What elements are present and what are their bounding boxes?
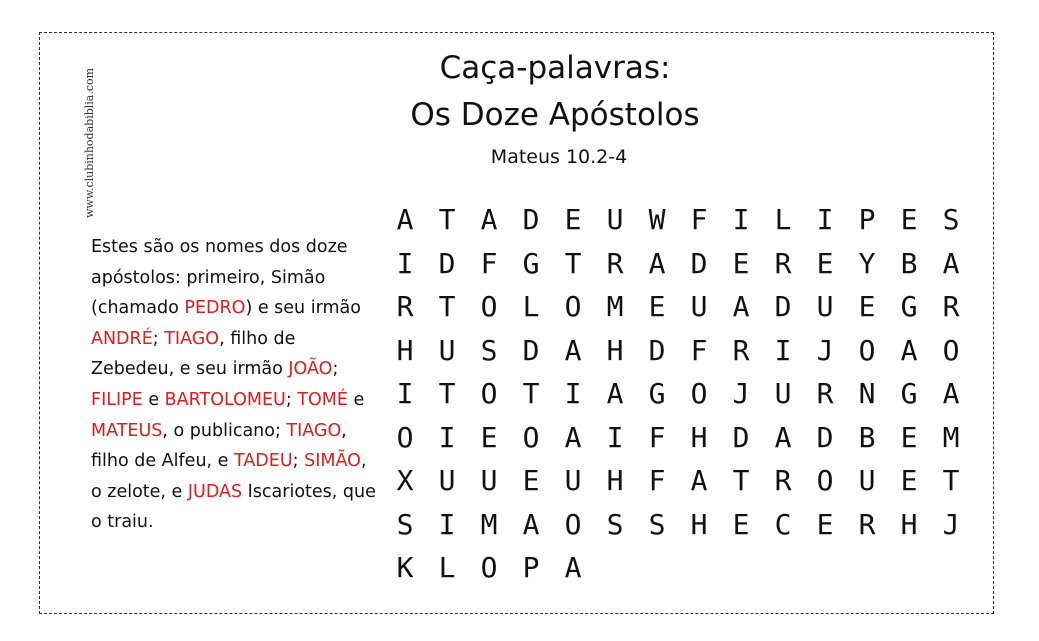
grid-letter: R (774, 246, 792, 280)
grid-letter: H (606, 464, 624, 498)
grid-letter: L (438, 551, 456, 585)
grid-letter: M (480, 507, 498, 541)
grid-letter: E (522, 464, 540, 498)
grid-letter: O (564, 507, 582, 541)
grid-letter: T (522, 377, 540, 411)
verse-segment: ; (292, 451, 305, 472)
grid-letter: A (480, 203, 498, 237)
grid-letter: U (690, 290, 708, 324)
grid-letter: F (480, 246, 498, 280)
grid-letter: R (774, 464, 792, 498)
grid-letter: D (438, 246, 456, 280)
verse-segment: e (347, 389, 365, 410)
grid-letter: A (396, 203, 414, 237)
grid-letter: P (858, 203, 876, 237)
page-title: Caça-palavras: (439, 50, 671, 86)
grid-letter: U (480, 464, 498, 498)
verse-segment: ; (332, 359, 339, 380)
grid-letter: S (480, 333, 498, 367)
apostle-name: TIAGO (286, 420, 342, 441)
grid-letter: A (690, 464, 708, 498)
apostle-name: FILIPE (91, 389, 143, 410)
grid-letter: P (522, 551, 540, 585)
grid-letter: I (438, 420, 456, 454)
verse-segment: , o zelote, e (91, 451, 367, 502)
grid-letter: E (900, 464, 918, 498)
grid-letter: J (942, 507, 960, 541)
grid-letter: R (396, 290, 414, 324)
grid-letter: I (438, 507, 456, 541)
grid-letter: H (690, 420, 708, 454)
grid-letter: R (858, 507, 876, 541)
verse-segment: ; (285, 389, 298, 410)
apostle-name: TADEU (234, 451, 293, 472)
grid-letter: O (690, 377, 708, 411)
grid-letter: G (648, 377, 666, 411)
grid-letter: F (648, 420, 666, 454)
grid-letter: E (816, 246, 834, 280)
grid-letter: E (480, 420, 498, 454)
grid-letter: G (522, 246, 540, 280)
verse-text (91, 232, 381, 538)
grid-letter: A (942, 246, 960, 280)
apostle-name: BARTOLOMEU (164, 389, 286, 410)
grid-letter: I (732, 203, 750, 237)
grid-letter: O (564, 290, 582, 324)
verse-segment: ; (152, 328, 165, 349)
grid-letter: B (858, 420, 876, 454)
grid-letter: T (438, 203, 456, 237)
grid-letter: A (564, 551, 582, 585)
grid-letter: R (732, 333, 750, 367)
grid-letter: A (564, 420, 582, 454)
grid-letter: R (606, 246, 624, 280)
grid-letter: I (396, 246, 414, 280)
grid-letter: O (816, 464, 834, 498)
grid-letter: F (690, 333, 708, 367)
grid-letter: R (942, 290, 960, 324)
grid-letter: L (774, 203, 792, 237)
bible-reference: Mateus 10.2-4 (490, 146, 628, 168)
grid-letter: E (816, 507, 834, 541)
grid-letter: G (900, 290, 918, 324)
grid-letter: H (396, 333, 414, 367)
grid-letter: O (942, 333, 960, 367)
grid-letter: A (648, 246, 666, 280)
grid-letter: I (564, 377, 582, 411)
grid-letter: F (690, 203, 708, 237)
grid-letter: U (816, 290, 834, 324)
grid-letter: E (564, 203, 582, 237)
apostle-name: ANDRÉ (91, 328, 153, 349)
grid-letter: D (522, 333, 540, 367)
verse-segment: ) e seu irmão (245, 298, 361, 319)
grid-letter: I (774, 333, 792, 367)
grid-letter: A (774, 420, 792, 454)
grid-letter: K (396, 551, 414, 585)
grid-letter: D (690, 246, 708, 280)
grid-letter: A (732, 290, 750, 324)
grid-letter: F (648, 464, 666, 498)
grid-letter: U (774, 377, 792, 411)
grid-letter: H (690, 507, 708, 541)
grid-letter: T (564, 246, 582, 280)
grid-letter: A (900, 333, 918, 367)
grid-letter: C (774, 507, 792, 541)
word-search-grid (384, 198, 972, 590)
grid-letter: X (396, 464, 414, 498)
grid-letter: I (396, 377, 414, 411)
verse-segment: Estes são os nomes dos doze apóstolos: primeiro, Simão (chamado (91, 237, 348, 319)
grid-letter: E (858, 290, 876, 324)
grid-letter: D (648, 333, 666, 367)
grid-letter: E (900, 203, 918, 237)
grid-letter: U (858, 464, 876, 498)
apostle-name: PEDRO (184, 298, 246, 319)
grid-letter: O (480, 551, 498, 585)
apostle-name: JOÃO (288, 359, 333, 380)
apostle-name: SIMÃO (304, 451, 361, 472)
grid-letter: M (942, 420, 960, 454)
grid-letter: A (564, 333, 582, 367)
page-subtitle: Os Doze Apóstolos (410, 97, 700, 133)
apostle-name: TOMÉ (297, 389, 348, 410)
grid-letter: T (942, 464, 960, 498)
apostle-name: TIAGO (164, 328, 220, 349)
grid-letter: S (942, 203, 960, 237)
verse-segment: e (142, 389, 165, 410)
grid-letter: D (732, 420, 750, 454)
verse-segment: , filho de Alfeu, e (91, 420, 347, 472)
grid-letter: O (480, 290, 498, 324)
grid-letter: A (942, 377, 960, 411)
grid-letter: E (648, 290, 666, 324)
grid-letter: D (522, 203, 540, 237)
grid-letter: J (816, 333, 834, 367)
grid-letter: I (606, 420, 624, 454)
apostle-name: JUDAS (187, 481, 243, 502)
grid-letter: J (732, 377, 750, 411)
grid-letter: I (816, 203, 834, 237)
grid-letter: N (858, 377, 876, 411)
grid-letter: W (648, 203, 666, 237)
grid-letter: U (564, 464, 582, 498)
grid-letter: U (438, 464, 456, 498)
grid-letter: L (522, 290, 540, 324)
grid-letter: O (522, 420, 540, 454)
verse-segment: , o publicano; (162, 420, 287, 441)
grid-letter: E (900, 420, 918, 454)
grid-letter: O (396, 420, 414, 454)
grid-letter: Y (858, 246, 876, 280)
grid-letter: M (606, 290, 624, 324)
verse-segment: Iscariotes, que o traiu. (91, 481, 376, 533)
grid-letter: O (858, 333, 876, 367)
grid-letter: E (732, 246, 750, 280)
grid-letter: E (732, 507, 750, 541)
grid-letter: H (900, 507, 918, 541)
grid-letter: U (606, 203, 624, 237)
grid-letter: B (900, 246, 918, 280)
grid-letter: H (606, 333, 624, 367)
verse-segment: , filho de Zebedeu, e seu irmão (91, 328, 296, 380)
grid-letter: S (396, 507, 414, 541)
grid-letter: T (732, 464, 750, 498)
grid-letter: G (900, 377, 918, 411)
apostle-name: MATEUS (91, 420, 163, 441)
grid-letter: S (648, 507, 666, 541)
grid-letter: R (816, 377, 834, 411)
side-url: www.clubinhodabiblia.com (83, 67, 96, 218)
grid-letter: D (816, 420, 834, 454)
grid-letter: U (438, 333, 456, 367)
grid-letter: T (438, 290, 456, 324)
grid-letter: A (606, 377, 624, 411)
grid-letter: O (480, 377, 498, 411)
grid-letter: S (606, 507, 624, 541)
grid-letter: T (438, 377, 456, 411)
grid-letter: A (522, 507, 540, 541)
grid-letter: D (774, 290, 792, 324)
